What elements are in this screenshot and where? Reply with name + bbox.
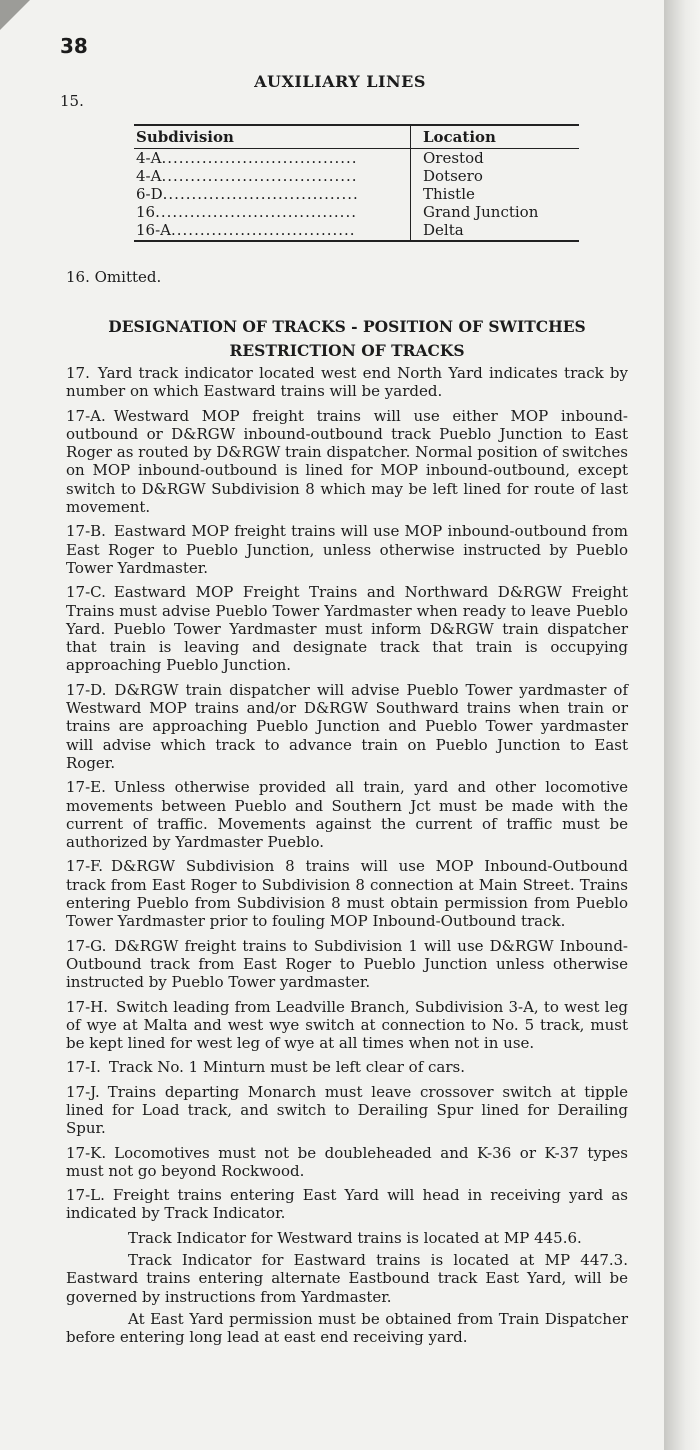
rule-17-c xyxy=(66,583,628,674)
table-header-row xyxy=(134,125,579,149)
rule-text: D&RGW Subdivision 8 trains will use MOP Inbound-Outbound track from East Roger to Subdivision 8 connection at Main Street. Trains entering Pueblo from Subdivision 8 must obtain permission from Pueblo Tower Yardmaster prior to fouling MOP Inbound-Outbound track. xyxy=(66,857,628,931)
rule-text: Eastward MOP Freight Trains and Northward D&RGW Freight Trains must advise Pueblo Tower Yardmaster when ready to leave Pueblo Yard. Pueblo Tower Yardmaster must inform D&RGW train dispatcher that train is leaving and designate track that train is occupying approaching Pueblo Junction. xyxy=(66,583,628,675)
rule-17-a xyxy=(66,407,628,517)
rule-text: Switch leading from Leadville Branch, Subdivision 3-A, to west leg of wye at Malta and west wye switch at connection to No. 5 track, must be kept lined for west leg of wye at all times when not in use. xyxy=(66,997,628,1053)
rule-id: 17-C. xyxy=(66,583,106,602)
rule-id: 17-E. xyxy=(66,778,106,797)
dot-leader: .................................. xyxy=(161,149,358,167)
rule-17-g xyxy=(66,937,628,992)
rule-id: 17-B. xyxy=(66,522,106,541)
page-edge-shadow xyxy=(664,0,700,1450)
rule-id: 17-J. xyxy=(66,1082,100,1101)
rule-text: Yard track indicator located west end North Yard indicates track by number on which Eastward trains will be yarded. xyxy=(66,364,628,401)
subdivision-cell xyxy=(134,185,411,203)
dot-leader: ................................... xyxy=(155,203,357,221)
section-heading-line2: RESTRICTION OF TRACKS xyxy=(229,341,465,360)
rule-17-k xyxy=(66,1144,628,1181)
rule-17-d xyxy=(66,681,628,772)
rule-17-h xyxy=(66,998,628,1053)
table-row xyxy=(134,149,579,168)
table-row xyxy=(134,203,579,221)
dot-leader: .................................. xyxy=(161,167,358,185)
location-cell: Dotsero xyxy=(411,167,580,185)
rule-text: Trains departing Monarch must leave crossover switch at tipple lined for Load track, and switch to Derailing Spur lined for Derailing Spur. xyxy=(66,1082,628,1138)
subdivision-value: 16-A xyxy=(136,221,171,239)
rule-17-j xyxy=(66,1083,628,1138)
rule-text: Freight trains entering East Yard will head in receiving yard as indicated by Track Indicator. xyxy=(66,1186,628,1223)
subdivision-cell xyxy=(134,167,411,185)
table-row xyxy=(134,167,579,185)
location-cell: Grand Junction xyxy=(411,203,580,221)
rule-text: Eastward MOP freight trains will use MOP inbound-outbound from East Roger to Pueblo Junction, unless otherwise instructed by Pueblo Tower Yardmaster. xyxy=(66,522,628,577)
table-row xyxy=(134,221,579,241)
subdivision-cell xyxy=(134,203,411,221)
rule-17-b xyxy=(66,522,628,577)
subdivision-value: 16 xyxy=(136,203,156,221)
rule-text: Unless otherwise provided all train, yard and other locomotive movements between Pueblo and Southern Jct must be made with the current of traffic. Movements against the current of traffic must be authorized by Yardmaster Pueblo. xyxy=(66,778,628,852)
rule-17-e xyxy=(66,778,628,851)
rule-id: 17-I. xyxy=(66,1058,101,1077)
eastward-indicator-note: Track Indicator for Eastward trains is located at MP 447.3. Eastward trains entering alternate Eastbound track East Yard, will be governed by instructions from Yardmaster. xyxy=(66,1251,628,1306)
item-15-label: 15. xyxy=(60,92,84,110)
rule-17-i xyxy=(66,1058,628,1076)
subdivision-cell xyxy=(134,149,411,168)
subdivision-value: 6-D xyxy=(136,185,163,203)
item-16-omitted: 16. Omitted. xyxy=(66,268,162,286)
rule-text: Track No. 1 Minturn must be left clear of cars. xyxy=(108,1058,466,1077)
rule-id: 17-A. xyxy=(66,406,106,425)
rule-id: 17. xyxy=(66,364,90,382)
dot-leader: .................................. xyxy=(162,185,359,203)
rule-id: 17-K. xyxy=(66,1143,107,1162)
page-corner xyxy=(0,0,30,30)
table-row xyxy=(134,185,579,203)
rule-17-l xyxy=(66,1186,628,1223)
rule-id: 17-D. xyxy=(66,680,107,699)
auxiliary-lines-table xyxy=(134,124,579,242)
rule-17-f xyxy=(66,857,628,930)
rule-id: 17-H. xyxy=(66,997,109,1016)
section-title: AUXILIARY LINES xyxy=(254,72,426,91)
rule-text: Westward MOP freight trains will use either MOP inbound-outbound or D&RGW inbound-outbound track Pueblo Junction to East Roger as routed by D&RGW train dispatcher. Normal position of switches on MOP inbound-outbound is lined for MOP inbound-outbound, except switch to D&RGW Subdivision 8 which may be left lined for route of last movement. xyxy=(66,406,628,517)
location-cell: Orestod xyxy=(411,149,580,168)
east-yard-permission-note: At East Yard permission must be obtained from Train Dispatcher before entering long lead at east end receiving yard. xyxy=(66,1309,628,1347)
rule-id: 17-L. xyxy=(66,1186,105,1205)
dot-leader: ................................ xyxy=(171,221,356,239)
header-subdivision: Subdivision xyxy=(134,125,411,149)
location-cell: Delta xyxy=(411,221,580,241)
rule-text: Locomotives must not be doubleheaded and K-36 or K-37 types must not go beyond Rockwood. xyxy=(66,1143,628,1180)
subdivision-cell xyxy=(134,221,411,241)
subdivision-value: 4-A xyxy=(136,167,162,185)
rule-17 xyxy=(66,364,628,401)
location-cell: Thistle xyxy=(411,185,580,203)
section-heading-line1: DESIGNATION OF TRACKS - POSITION OF SWITCHES xyxy=(108,317,586,336)
rule-id: 17-F. xyxy=(66,857,103,876)
rule-text: D&RGW freight trains to Subdivision 1 will use D&RGW Inbound-Outbound track from East Roger to Pueblo Junction unless otherwise instructed by Pueblo Tower yardmaster. xyxy=(66,936,628,992)
rule-id: 17-G. xyxy=(66,936,107,955)
page-number: 38 xyxy=(60,34,88,58)
rules-body xyxy=(66,364,628,1347)
subdivision-value: 4-A xyxy=(136,149,162,167)
header-location: Location xyxy=(411,125,580,149)
westward-indicator-note: Track Indicator for Westward trains is located at MP 445.6. xyxy=(128,1228,582,1247)
rule-text: D&RGW train dispatcher will advise Pueblo Tower yardmaster of Westward MOP trains and/or D&RGW Southward trains when train or trains are approaching Pueblo Junction and Pueblo Tower yardmaster will advise which track to advance train on Pueblo Junction to East Roger. xyxy=(66,680,628,772)
